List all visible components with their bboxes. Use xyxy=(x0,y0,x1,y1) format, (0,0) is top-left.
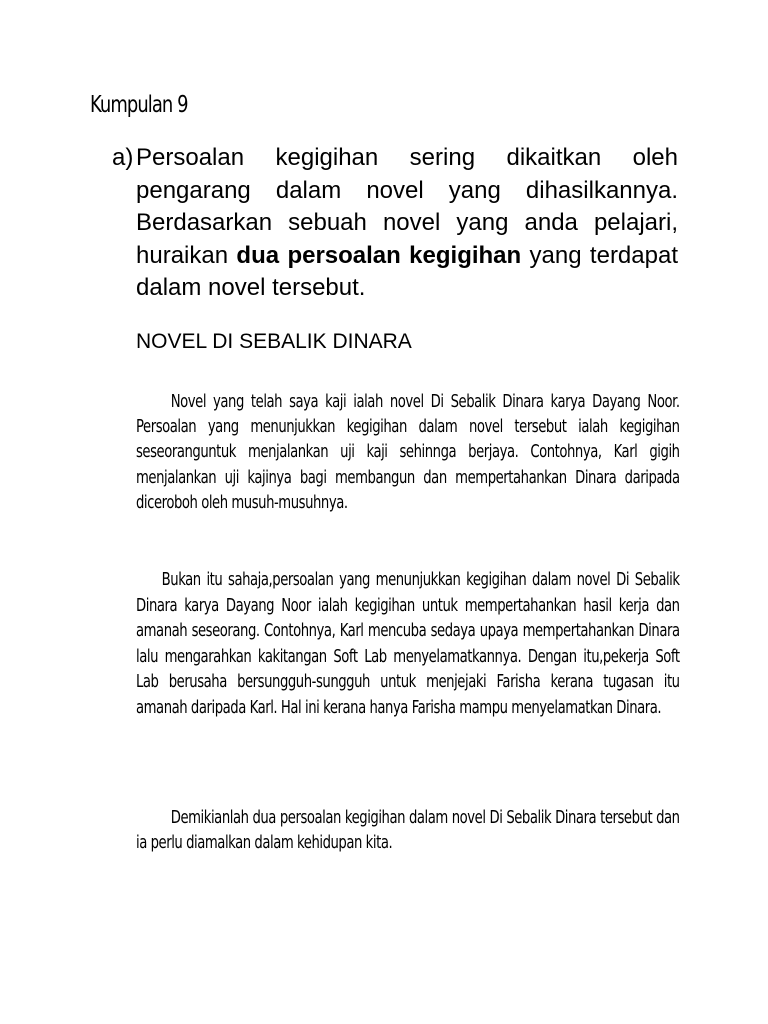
answer-paragraph-1: Novel yang telah saya kaji ialah novel Di Sebalik Dinara karya Dayang Noor. Persoalan yang menunjukkan kegigihan dalam novel tersebut ialah kegigihan seseoranguntuk menjalankan uji kaji sehinnga berjaya. Contohnya, Karl gigih menjalankan uji kajinya bagi membangun dan mempertahankan Dinara daripada diceroboh oleh musuh-musuhnya. xyxy=(136,392,680,513)
question-text-end: yang terdapat dalam novel tersebut. xyxy=(136,241,678,301)
answer-paragraph-2: Bukan itu sahaja,persoalan yang menunjukkan kegigihan dalam novel Di Sebalik Dinara karya Dayang Noor ialah kegigihan untuk mempertahankan hasil kerja dan amanah seseorang. Contohnya, Karl mencuba sedaya upaya mempertahankan Dinara lalu mengarahkan kakitangan Soft Lab menyelamatkannya. Dengan itu,pekerja Soft Lab berusaha bersungguh-sungguh untuk menjejaki Farisha kerana tugasan itu amanah daripada Karl. Hal ini kerana hanya Farisha mampu menyelamatkan Dinara. xyxy=(136,570,680,718)
question-text-start: Persoalan kegigihan sering dikaitkan oleh pengarang dalam novel yang dihasilkannya. Berdasarkan sebuah novel yang anda pelajari, huraikan xyxy=(136,144,678,269)
question-emphasis: dua persoalan kegigihan xyxy=(236,241,522,269)
question-text xyxy=(136,142,678,305)
answer-paragraph-3: Demikianlah dua persoalan kegigihan dalam novel Di Sebalik Dinara tersebut dan ia perlu diamalkan dalam kehidupan kita. xyxy=(136,808,680,854)
group-title: Kumpulan 9 xyxy=(90,92,188,118)
novel-heading: NOVEL DI SEBALIK DINARA xyxy=(136,330,412,353)
question-a xyxy=(112,142,678,305)
question-label: a) xyxy=(112,144,134,171)
